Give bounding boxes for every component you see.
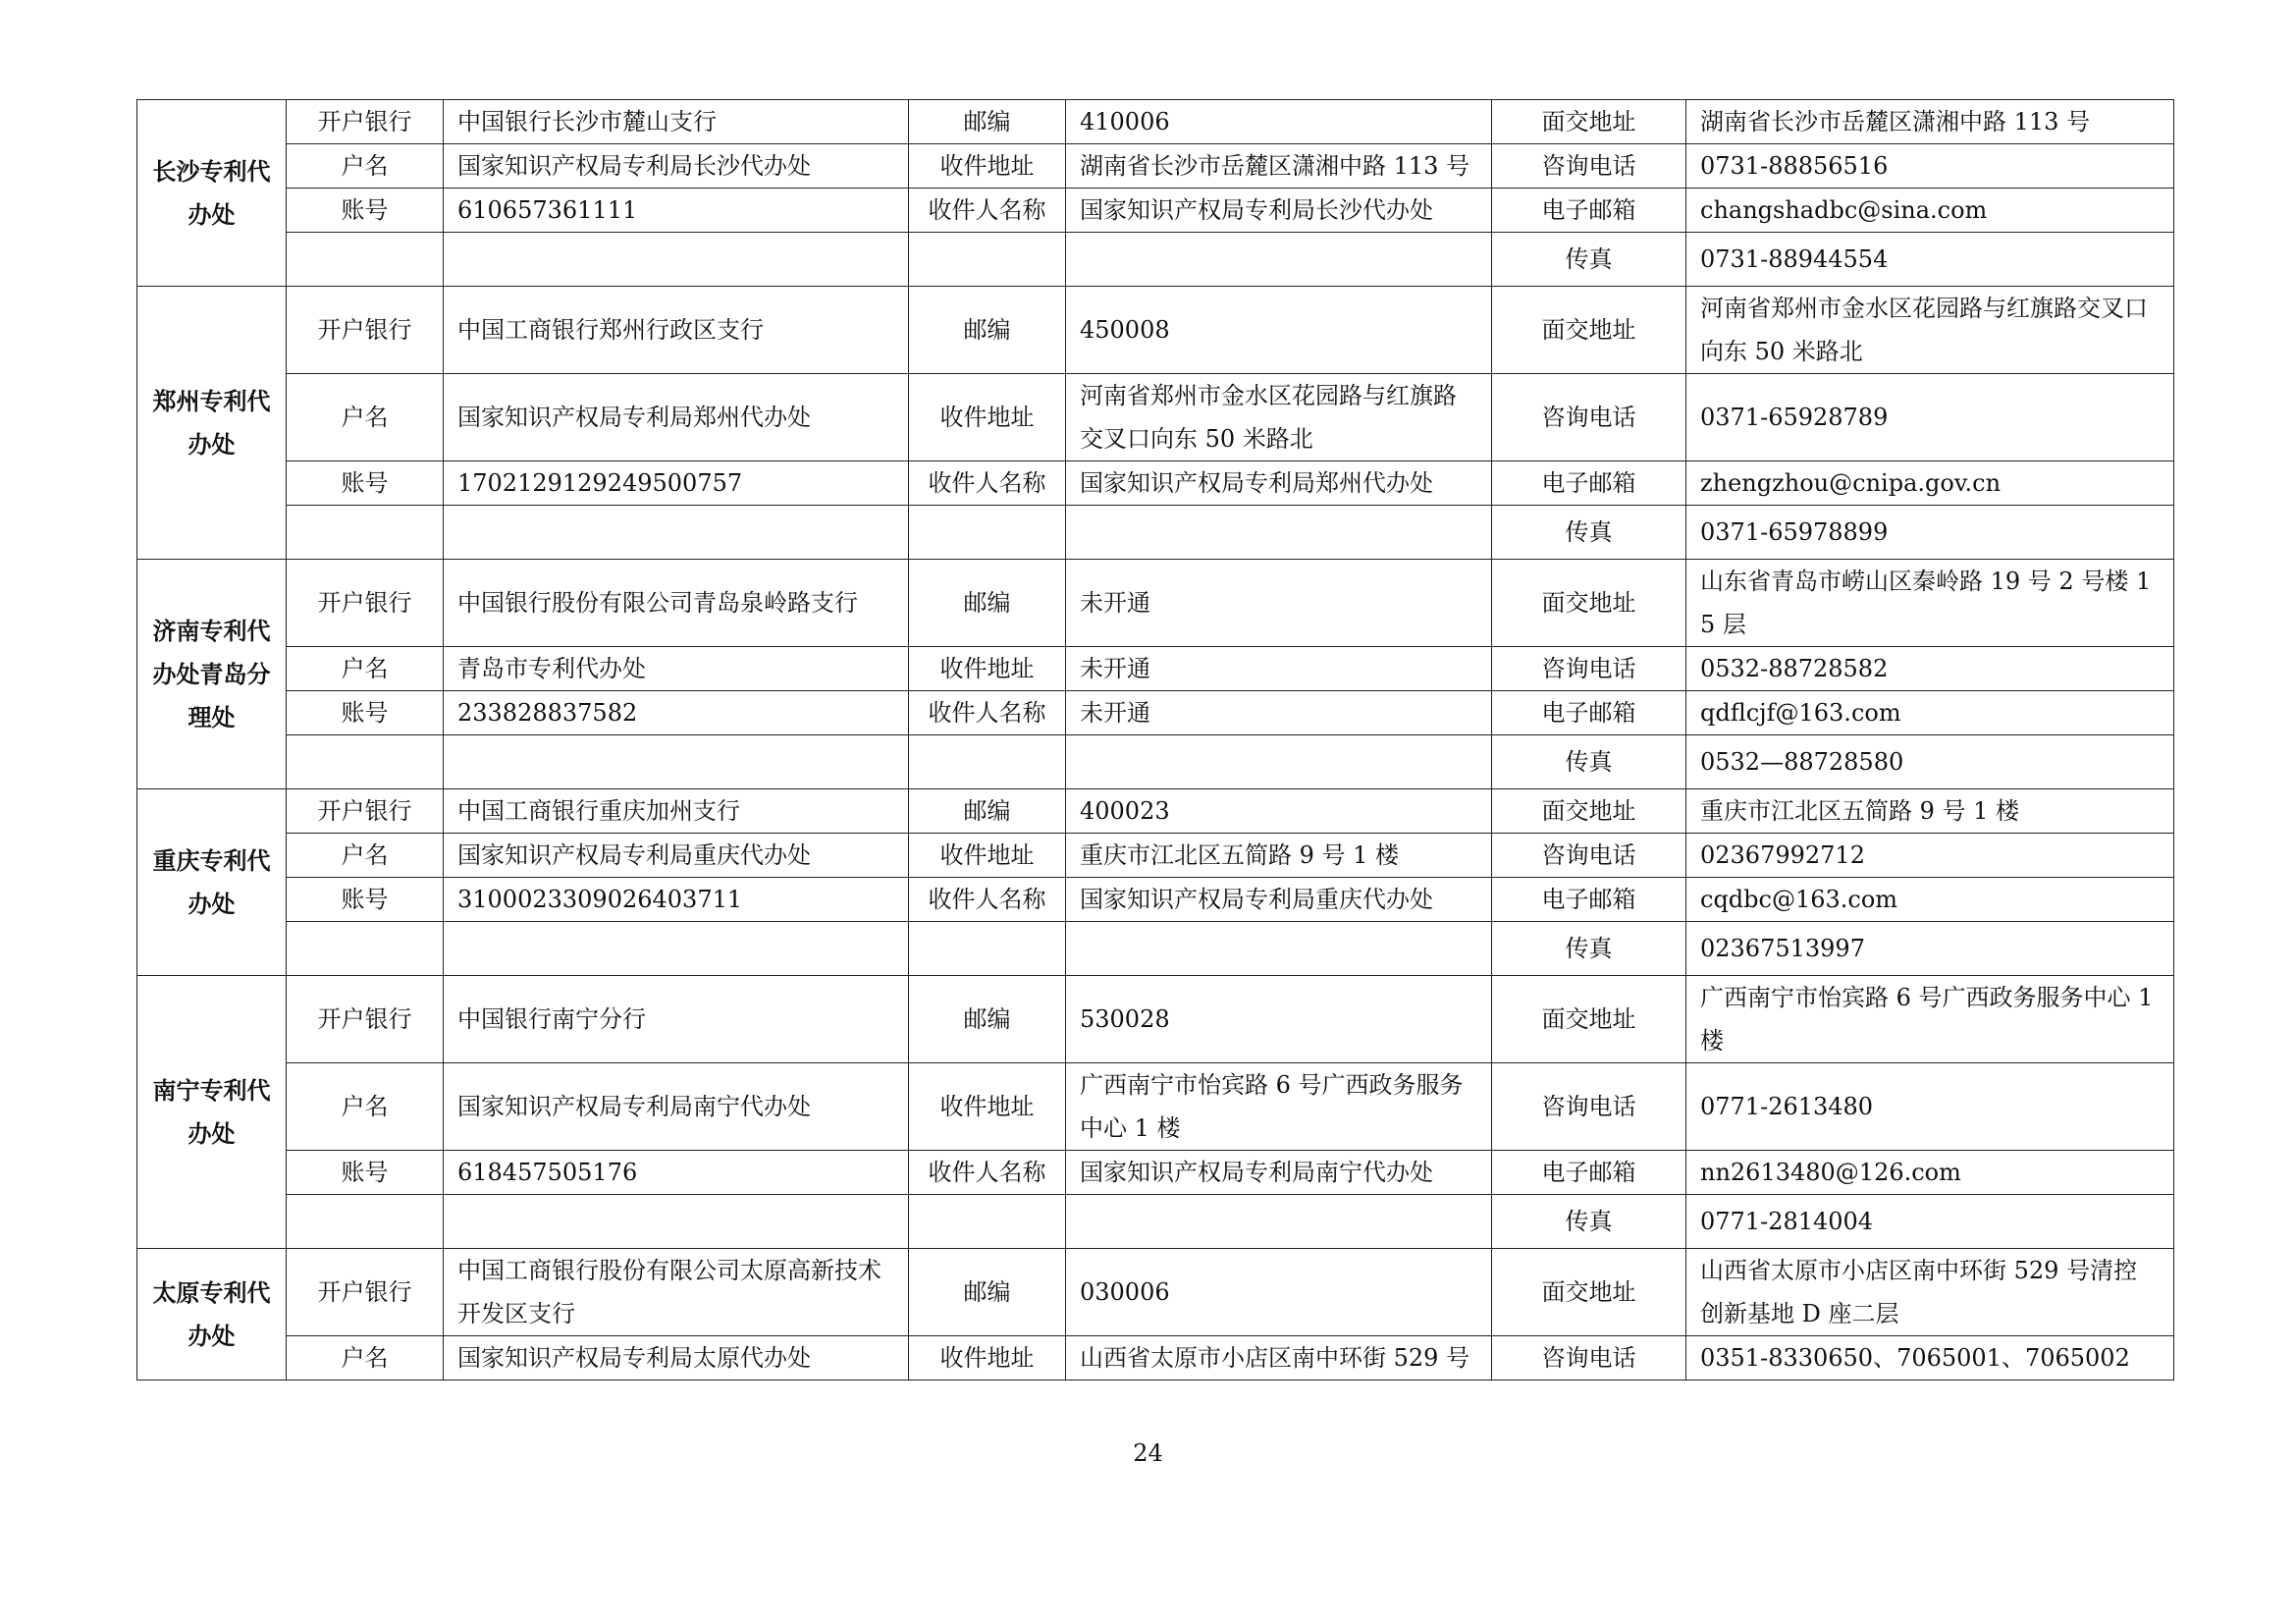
label-postcode: 邮编	[909, 560, 1066, 647]
empty-cell	[287, 1195, 444, 1249]
label-mail-address: 收件地址	[909, 374, 1066, 461]
email-value: nn2613480@126.com	[1686, 1151, 2174, 1195]
empty-cell	[287, 506, 444, 560]
table-row	[137, 834, 2174, 878]
label-recipient: 收件人名称	[909, 878, 1066, 922]
phone-value: 0351-8330650、7065001、7065002	[1686, 1336, 2174, 1380]
label-account-no: 账号	[287, 691, 444, 735]
empty-cell	[444, 922, 909, 976]
label-postcode: 邮编	[909, 976, 1066, 1063]
visit-address-value: 山东省青岛市崂山区秦岭路 19 号 2 号楼 15 层	[1686, 560, 2174, 647]
label-account-no: 账号	[287, 189, 444, 233]
empty-cell	[1066, 233, 1492, 287]
label-phone: 咨询电话	[1492, 1063, 1686, 1151]
account-no-value: 1702129129249500757	[444, 461, 909, 506]
label-account-name: 户名	[287, 1063, 444, 1151]
label-email: 电子邮箱	[1492, 878, 1686, 922]
label-account-no: 账号	[287, 461, 444, 506]
recipient-value: 国家知识产权局专利局重庆代办处	[1066, 878, 1492, 922]
label-postcode: 邮编	[909, 789, 1066, 834]
visit-address-value: 广西南宁市怡宾路 6 号广西政务服务中心 1 楼	[1686, 976, 2174, 1063]
label-phone: 咨询电话	[1492, 144, 1686, 189]
empty-cell	[444, 506, 909, 560]
empty-cell	[444, 233, 909, 287]
label-email: 电子邮箱	[1492, 189, 1686, 233]
empty-cell	[909, 506, 1066, 560]
account-name-value: 国家知识产权局专利局长沙代办处	[444, 144, 909, 189]
postcode-value: 未开通	[1066, 560, 1492, 647]
postcode-value: 400023	[1066, 789, 1492, 834]
fax-value: 02367513997	[1686, 922, 2174, 976]
label-mail-address: 收件地址	[909, 1336, 1066, 1380]
label-mail-address: 收件地址	[909, 144, 1066, 189]
label-bank: 开户银行	[287, 560, 444, 647]
empty-cell	[909, 233, 1066, 287]
visit-address-value: 湖南省长沙市岳麓区潇湘中路 113 号	[1686, 100, 2174, 144]
page-number: 24	[1133, 1439, 1163, 1467]
table-row	[137, 560, 2174, 647]
office-name: 长沙专利代办处	[137, 100, 287, 287]
phone-value: 0731-88856516	[1686, 144, 2174, 189]
fax-value: 0771-2814004	[1686, 1195, 2174, 1249]
mail-address-value: 未开通	[1066, 647, 1492, 691]
fax-value: 0532—88728580	[1686, 735, 2174, 789]
table-row	[137, 374, 2174, 461]
label-fax: 传真	[1492, 922, 1686, 976]
empty-cell	[444, 1195, 909, 1249]
label-bank: 开户银行	[287, 1249, 444, 1336]
table-row	[137, 976, 2174, 1063]
account-name-value: 青岛市专利代办处	[444, 647, 909, 691]
table-row	[137, 461, 2174, 506]
phone-value: 0771-2613480	[1686, 1063, 2174, 1151]
mail-address-value: 广西南宁市怡宾路 6 号广西政务服务中心 1 楼	[1066, 1063, 1492, 1151]
bank-value: 中国银行长沙市麓山支行	[444, 100, 909, 144]
label-mail-address: 收件地址	[909, 1063, 1066, 1151]
office-name: 郑州专利代办处	[137, 287, 287, 560]
phone-value: 0371-65928789	[1686, 374, 2174, 461]
email-value: cqdbc@163.com	[1686, 878, 2174, 922]
table-row	[137, 789, 2174, 834]
postcode-value: 030006	[1066, 1249, 1492, 1336]
label-account-name: 户名	[287, 1336, 444, 1380]
fax-value: 0371-65978899	[1686, 506, 2174, 560]
postcode-value: 450008	[1066, 287, 1492, 374]
table-row	[137, 647, 2174, 691]
label-mail-address: 收件地址	[909, 834, 1066, 878]
table-row	[137, 189, 2174, 233]
label-postcode: 邮编	[909, 1249, 1066, 1336]
label-bank: 开户银行	[287, 789, 444, 834]
label-visit-address: 面交地址	[1492, 560, 1686, 647]
visit-address-value: 河南省郑州市金水区花园路与红旗路交叉口向东 50 米路北	[1686, 287, 2174, 374]
label-account-name: 户名	[287, 647, 444, 691]
empty-cell	[1066, 922, 1492, 976]
mail-address-value: 山西省太原市小店区南中环街 529 号	[1066, 1336, 1492, 1380]
table-row	[137, 878, 2174, 922]
visit-address-value: 重庆市江北区五简路 9 号 1 楼	[1686, 789, 2174, 834]
fax-value: 0731-88944554	[1686, 233, 2174, 287]
label-phone: 咨询电话	[1492, 834, 1686, 878]
label-account-name: 户名	[287, 144, 444, 189]
label-phone: 咨询电话	[1492, 1336, 1686, 1380]
mail-address-value: 河南省郑州市金水区花园路与红旗路交叉口向东 50 米路北	[1066, 374, 1492, 461]
table-row	[137, 233, 2174, 287]
label-recipient: 收件人名称	[909, 189, 1066, 233]
label-recipient: 收件人名称	[909, 1151, 1066, 1195]
account-name-value: 国家知识产权局专利局太原代办处	[444, 1336, 909, 1380]
empty-cell	[909, 1195, 1066, 1249]
recipient-value: 国家知识产权局专利局郑州代办处	[1066, 461, 1492, 506]
label-bank: 开户银行	[287, 100, 444, 144]
table-row	[137, 1249, 2174, 1336]
label-postcode: 邮编	[909, 100, 1066, 144]
table-row	[137, 1336, 2174, 1380]
email-value: changshadbc@sina.com	[1686, 189, 2174, 233]
label-account-no: 账号	[287, 878, 444, 922]
empty-cell	[287, 922, 444, 976]
table-row	[137, 144, 2174, 189]
bank-value: 中国工商银行股份有限公司太原高新技术开发区支行	[444, 1249, 909, 1336]
label-recipient: 收件人名称	[909, 461, 1066, 506]
recipient-value: 国家知识产权局专利局长沙代办处	[1066, 189, 1492, 233]
label-postcode: 邮编	[909, 287, 1066, 374]
label-email: 电子邮箱	[1492, 461, 1686, 506]
table-row	[137, 100, 2174, 144]
empty-cell	[287, 233, 444, 287]
empty-cell	[1066, 1195, 1492, 1249]
label-mail-address: 收件地址	[909, 647, 1066, 691]
table-row	[137, 1151, 2174, 1195]
account-name-value: 国家知识产权局专利局郑州代办处	[444, 374, 909, 461]
label-visit-address: 面交地址	[1492, 100, 1686, 144]
table-row	[137, 691, 2174, 735]
label-phone: 咨询电话	[1492, 374, 1686, 461]
email-value: qdflcjf@163.com	[1686, 691, 2174, 735]
label-fax: 传真	[1492, 735, 1686, 789]
empty-cell	[287, 735, 444, 789]
office-name: 南宁专利代办处	[137, 976, 287, 1249]
office-name: 济南专利代办处青岛分理处	[137, 560, 287, 789]
phone-value: 0532-88728582	[1686, 647, 2174, 691]
table-row	[137, 506, 2174, 560]
table-row	[137, 1063, 2174, 1151]
label-email: 电子邮箱	[1492, 691, 1686, 735]
account-name-value: 国家知识产权局专利局重庆代办处	[444, 834, 909, 878]
empty-cell	[909, 922, 1066, 976]
label-fax: 传真	[1492, 1195, 1686, 1249]
label-account-name: 户名	[287, 374, 444, 461]
mail-address-value: 湖南省长沙市岳麓区潇湘中路 113 号	[1066, 144, 1492, 189]
visit-address-value: 山西省太原市小店区南中环街 529 号清控创新基地 D 座二层	[1686, 1249, 2174, 1336]
label-email: 电子邮箱	[1492, 1151, 1686, 1195]
bank-value: 中国工商银行重庆加州支行	[444, 789, 909, 834]
office-name: 太原专利代办处	[137, 1249, 287, 1380]
office-contact-table	[136, 99, 2174, 1380]
office-name: 重庆专利代办处	[137, 789, 287, 976]
account-no-value: 618457505176	[444, 1151, 909, 1195]
recipient-value: 未开通	[1066, 691, 1492, 735]
empty-cell	[909, 735, 1066, 789]
postcode-value: 530028	[1066, 976, 1492, 1063]
label-account-no: 账号	[287, 1151, 444, 1195]
table-row	[137, 735, 2174, 789]
postcode-value: 410006	[1066, 100, 1492, 144]
label-account-name: 户名	[287, 834, 444, 878]
label-visit-address: 面交地址	[1492, 976, 1686, 1063]
account-name-value: 国家知识产权局专利局南宁代办处	[444, 1063, 909, 1151]
table-row	[137, 287, 2174, 374]
email-value: zhengzhou@cnipa.gov.cn	[1686, 461, 2174, 506]
table-row	[137, 1195, 2174, 1249]
bank-value: 中国银行南宁分行	[444, 976, 909, 1063]
bank-value: 中国银行股份有限公司青岛泉岭路支行	[444, 560, 909, 647]
label-phone: 咨询电话	[1492, 647, 1686, 691]
label-recipient: 收件人名称	[909, 691, 1066, 735]
label-bank: 开户银行	[287, 976, 444, 1063]
empty-cell	[1066, 735, 1492, 789]
empty-cell	[444, 735, 909, 789]
table-row	[137, 922, 2174, 976]
label-visit-address: 面交地址	[1492, 287, 1686, 374]
account-no-value: 3100023309026403711	[444, 878, 909, 922]
phone-value: 02367992712	[1686, 834, 2174, 878]
account-no-value: 233828837582	[444, 691, 909, 735]
label-fax: 传真	[1492, 506, 1686, 560]
label-visit-address: 面交地址	[1492, 1249, 1686, 1336]
account-no-value: 610657361111	[444, 189, 909, 233]
empty-cell	[1066, 506, 1492, 560]
mail-address-value: 重庆市江北区五简路 9 号 1 楼	[1066, 834, 1492, 878]
label-fax: 传真	[1492, 233, 1686, 287]
recipient-value: 国家知识产权局专利局南宁代办处	[1066, 1151, 1492, 1195]
label-visit-address: 面交地址	[1492, 789, 1686, 834]
bank-value: 中国工商银行郑州行政区支行	[444, 287, 909, 374]
label-bank: 开户银行	[287, 287, 444, 374]
